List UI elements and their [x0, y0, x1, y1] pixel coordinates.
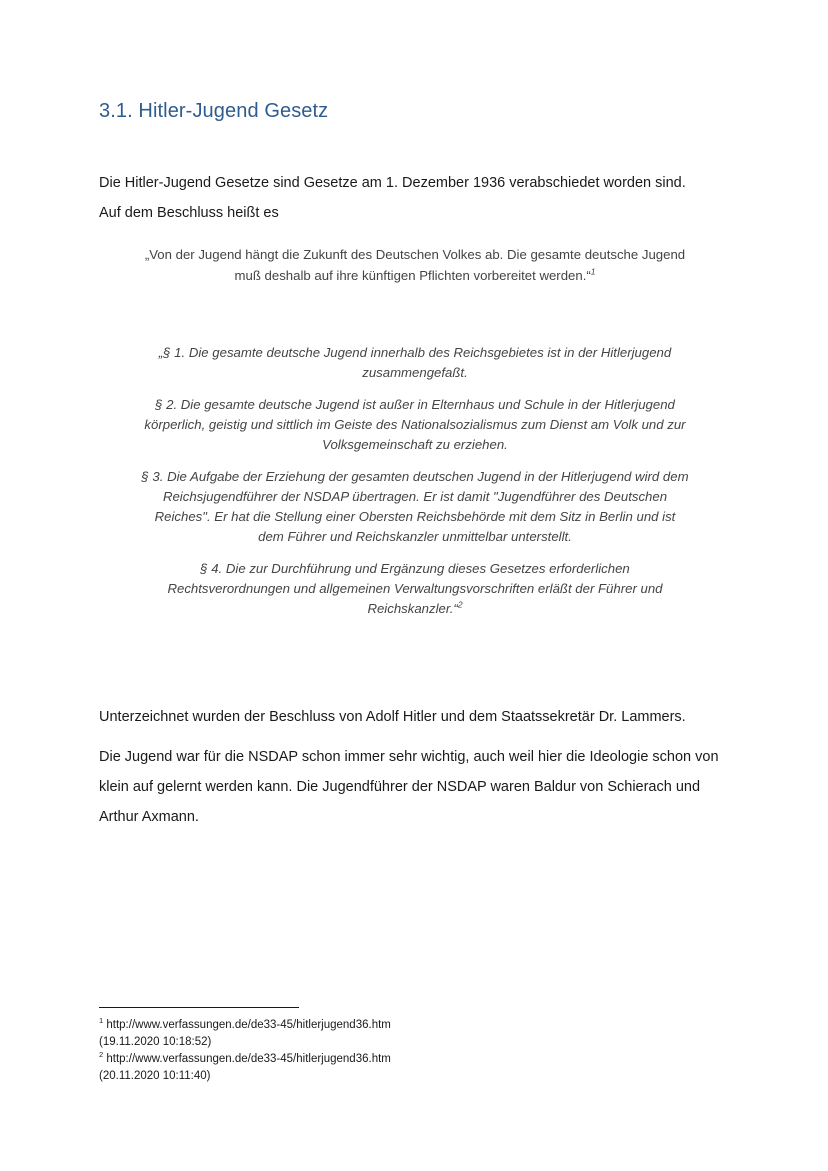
- signed-paragraph: Unterzeichnet wurden der Beschluss von Adolf Hitler und dem Staatssekretär Dr. Lammers.: [99, 709, 686, 725]
- intro-line-2: Auf dem Beschluss heißt es: [99, 205, 279, 221]
- block-quote-1: [140, 244, 690, 286]
- footnote-number: 1: [99, 1016, 104, 1026]
- footnotes: [99, 1017, 599, 1085]
- law-paragraph-2: § 2. Die gesamte deutsche Jugend ist außer in Elternhaus und Schule in der Hitlerjugend körperlich, geistig und sittlich im Geiste des Nationalsozialismus zum Dienst am Volk und zur Volksgemeinschaft zu erziehen.: [144, 397, 686, 452]
- footnote-ref-1: 1: [590, 266, 596, 277]
- law-paragraph-1: „§ 1. Die gesamte deutsche Jugend innerhalb des Reichsgebietes ist in der Hitlerjugend zusammengefaßt.: [158, 345, 672, 380]
- law-paragraph-3: § 3. Die Aufgabe der Erziehung der gesamten deutschen Jugend in der Hitlerjugend wird dem Reichsjugendführer der NSDAP übertragen. Er ist damit "Jugendführer des Deutschen Reiches". Er hat die Stellung einer Obersten Reichsbehörde mit dem Sitz in Berlin und ist dem Führer und Reichskanzler unmittelbar unterstellt.: [141, 469, 689, 544]
- footnote-separator: [99, 1007, 299, 1008]
- footnote-2: [99, 1051, 599, 1085]
- youth-paragraph: Die Jugend war für die NSDAP schon immer sehr wichtig, auch weil hier die Ideologie schon von klein auf gelernt werden kann. Die Jugendführer der NSDAP waren Baldur von Schierach und Arthur Axmann.: [99, 749, 719, 825]
- law-paragraph-4-text: § 4. Die zur Durchführung und Ergänzung dieses Gesetzes erforderlichen Rechtsverordnungen und allgemeinen Verwaltungsvorschriften erläßt der Führer und Reichskanzler.“: [167, 561, 663, 616]
- intro-line-1: Die Hitler-Jugend Gesetze sind Gesetze am 1. Dezember 1936 verabschiedet worden sind.: [99, 175, 686, 191]
- footnote-link[interactable]: http://www.verfassungen.de/de33-45/hitlerjugend36.htm: [106, 1053, 391, 1065]
- quote-text: „Von der Jugend hängt die Zukunft des Deutschen Volkes ab. Die gesamte deutsche Jugend muß deshalb auf ihre künftigen Pflichten vorbereitet werden.“: [144, 247, 686, 283]
- footnote-1: [99, 1017, 599, 1051]
- section-heading: 3.1. Hitler-Jugend Gesetz: [99, 100, 329, 122]
- law-quote: [140, 343, 690, 631]
- law-paragraph-4: [140, 559, 690, 619]
- footnote-link[interactable]: http://www.verfassungen.de/de33-45/hitlerjugend36.htm: [106, 1019, 391, 1031]
- footnote-number: 2: [99, 1050, 104, 1060]
- footnote-date: (19.11.2020 10:18:52): [99, 1036, 212, 1048]
- footnote-date: (20.11.2020 10:11:40): [99, 1070, 211, 1082]
- intro-paragraph: [99, 168, 739, 228]
- footnote-ref-2: 2: [457, 599, 463, 610]
